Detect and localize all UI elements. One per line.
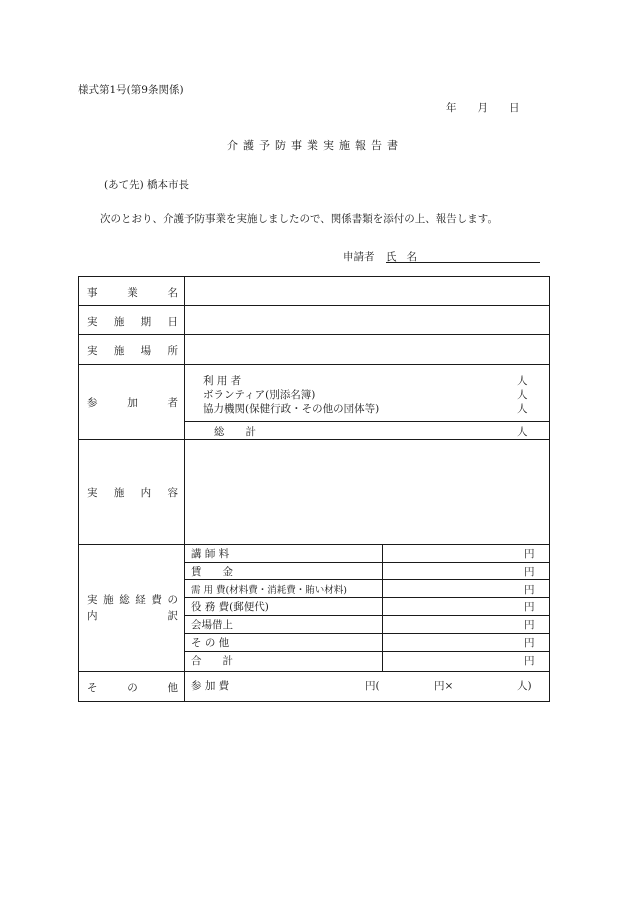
expense-column-divider [382,544,383,671]
total-divider [184,421,549,422]
row-divider [79,671,549,672]
expense-divider [184,597,549,598]
expense-wages: 賃 金 [191,566,233,578]
body-text: 次のとおり、介護予防事業を実施しましたので、関係書類を添付の上、報告します。 [100,213,498,225]
applicant-label: 申請者 [343,251,375,263]
participants-label: 参 加 者 [87,396,178,409]
expense-unit: 円 [524,566,535,578]
date-field: 年 月 日 [446,102,520,114]
implementation-date-label: 実 施 期 日 [87,315,178,328]
expense-services: 役 務 費(郵便代) [191,601,269,613]
expenses-label-line1: 実 施 総 経 費 の [87,593,178,606]
expense-other: そ の 他 [191,637,230,649]
content-label: 実 施 内 容 [87,486,178,499]
expense-total: 合 計 [191,655,233,667]
expense-unit: 円 [524,637,535,649]
participants-total-label: 総 計 [214,426,256,438]
participant-users-unit: 人 [517,375,528,387]
expense-unit: 円 [524,655,535,667]
label-column-divider [184,277,185,701]
expenses-label-line2: 内 訳 [87,609,178,622]
expense-divider [184,562,549,563]
other-label: そ の 他 [87,681,178,694]
row-divider [79,334,549,335]
row-divider [79,439,549,440]
row-divider [79,364,549,365]
expense-divider [184,615,549,616]
fee-unit-people: 人) [517,680,532,692]
project-name-label: 事 業 名 [87,286,178,299]
expense-unit: 円 [524,548,535,560]
recipient: (あて先) 橋本市長 [104,179,190,191]
participant-agencies-unit: 人 [517,403,528,415]
expense-divider [184,633,549,634]
participants-total-unit: 人 [517,426,528,438]
participant-users: 利 用 者 [203,375,242,387]
participation-fee-label: 参 加 費 [191,680,230,692]
fee-unit-yen-times: 円× [434,680,454,692]
participant-volunteers: ボランティア(別添名簿) [203,389,316,401]
expense-supplies: 需 用 費(材料費・消耗費・賄い材料) [191,585,347,596]
expense-divider [184,579,549,580]
row-divider [79,305,549,306]
name-underline [386,262,540,263]
expense-unit: 円 [524,619,535,631]
expense-unit: 円 [524,584,535,596]
expense-venue-rental: 会場借上 [191,619,233,631]
fee-unit-yen: 円( [365,680,380,692]
participant-volunteers-unit: 人 [517,389,528,401]
participant-agencies: 協力機関(保健行政・その他の団体等) [203,403,380,415]
expense-divider [184,651,549,652]
report-table [78,276,550,702]
document-title: 介護予防事業実施報告書 [227,139,403,152]
name-label: 氏名 [386,251,427,263]
implementation-place-label: 実 施 場 所 [87,344,178,357]
expense-unit: 円 [524,601,535,613]
row-divider [79,544,549,545]
expense-lecturer-fee: 講 師 料 [191,548,230,560]
form-number: 様式第1号(第9条関係) [78,84,184,96]
